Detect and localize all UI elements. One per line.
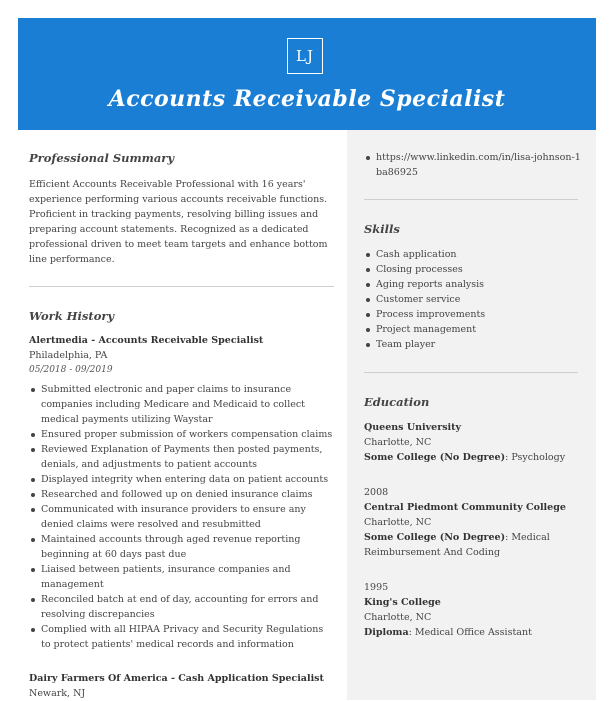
education-year: 2008 [364, 487, 389, 498]
education-location: Charlotte, NC [364, 612, 432, 623]
professional-summary-text: Efficient Accounts Receivable Professional with 16 years' experience performing various accounts receivable functions. Proficient in tracking payments, resolving billing issues and preparing account statements. Recognized as a dedicated professional driven to meet team targets and enhance bottom line performance. [29, 179, 328, 265]
job-bullet: Displayed integrity when entering data on patient accounts [29, 472, 334, 487]
section-divider [364, 372, 578, 373]
work-history-heading: Work History [29, 309, 115, 323]
degree-type: Some College (No Degree) [364, 532, 506, 543]
education-school: Central Piedmont Community College [364, 502, 566, 513]
education-entry [364, 485, 578, 560]
education-year: 1995 [364, 582, 389, 593]
job-bullet: Complied with all HIPAA Privacy and Security Regulations to protect patients' medical records and information [29, 622, 334, 652]
education-degree: Some College (No Degree): Medical Reimbursement And Coding [364, 532, 550, 558]
job-bullet: Researched and followed up on denied insurance claims [29, 487, 334, 502]
resume-title: Accounts Receivable Specialist [108, 86, 506, 112]
education-heading: Education [364, 395, 430, 409]
initials-monogram: LJ [287, 38, 323, 74]
job-location: Newark, NJ [29, 688, 86, 699]
contact-list [364, 150, 584, 180]
education-degree: Diploma: Medical Office Assistant [364, 627, 532, 638]
degree-field: Medical Reimbursement And Coding [364, 532, 550, 558]
skill-item: Process improvements [364, 307, 578, 322]
linkedin-link[interactable]: https://www.linkedin.com/in/lisa-johnson-1ba86925 [364, 150, 584, 180]
job-title: Dairy Farmers Of America - Cash Application Specialist [29, 673, 324, 684]
job-bullet: Communicated with insurance providers to ensure any denied claims were resolved and resubmitted [29, 502, 334, 532]
education-school: King's College [364, 597, 441, 608]
section-divider [364, 199, 578, 200]
skill-item: Team player [364, 337, 578, 352]
resume-header [18, 18, 596, 130]
skills-heading: Skills [364, 222, 400, 236]
education-degree: Some College (No Degree): Psychology [364, 452, 566, 463]
job-location: Philadelphia, PA [29, 350, 108, 361]
degree-type: Some College (No Degree) [364, 452, 506, 463]
skill-item: Aging reports analysis [364, 277, 578, 292]
job-bullet: Ensured proper submission of workers compensation claims [29, 427, 334, 442]
degree-type: Diploma [364, 627, 409, 638]
degree-field: Psychology [511, 452, 566, 463]
job-bullets [29, 382, 334, 652]
skill-item: Project management [364, 322, 578, 337]
skill-item: Cash application [364, 247, 578, 262]
skill-item: Customer service [364, 292, 578, 307]
professional-summary-heading: Professional Summary [29, 151, 175, 165]
job-title: Alertmedia - Accounts Receivable Specialist [29, 335, 264, 346]
job-bullet: Reconciled batch at end of day, accounting for errors and resolving discrepancies [29, 592, 334, 622]
education-location: Charlotte, NC [364, 517, 432, 528]
degree-field: Medical Office Assistant [414, 627, 532, 638]
section-divider [29, 286, 334, 287]
skill-item: Closing processes [364, 262, 578, 277]
education-entry [364, 580, 578, 640]
job-dates: 05/2018 - 09/2019 [29, 365, 113, 375]
job-bullet: Maintained accounts through aged revenue reporting beginning at 60 days past due [29, 532, 334, 562]
job-bullet: Submitted electronic and paper claims to insurance companies including Medicare and Medicaid to collect medical payments utilizing Waystar [29, 382, 334, 427]
education-school: Queens University [364, 422, 462, 433]
job-bullet: Reviewed Explanation of Payments then posted payments, denials, and adjustments to patient accounts [29, 442, 334, 472]
education-location: Charlotte, NC [364, 437, 432, 448]
education-entry [364, 420, 578, 465]
job-bullet: Liaised between patients, insurance companies and management [29, 562, 334, 592]
skills-list [364, 247, 578, 352]
